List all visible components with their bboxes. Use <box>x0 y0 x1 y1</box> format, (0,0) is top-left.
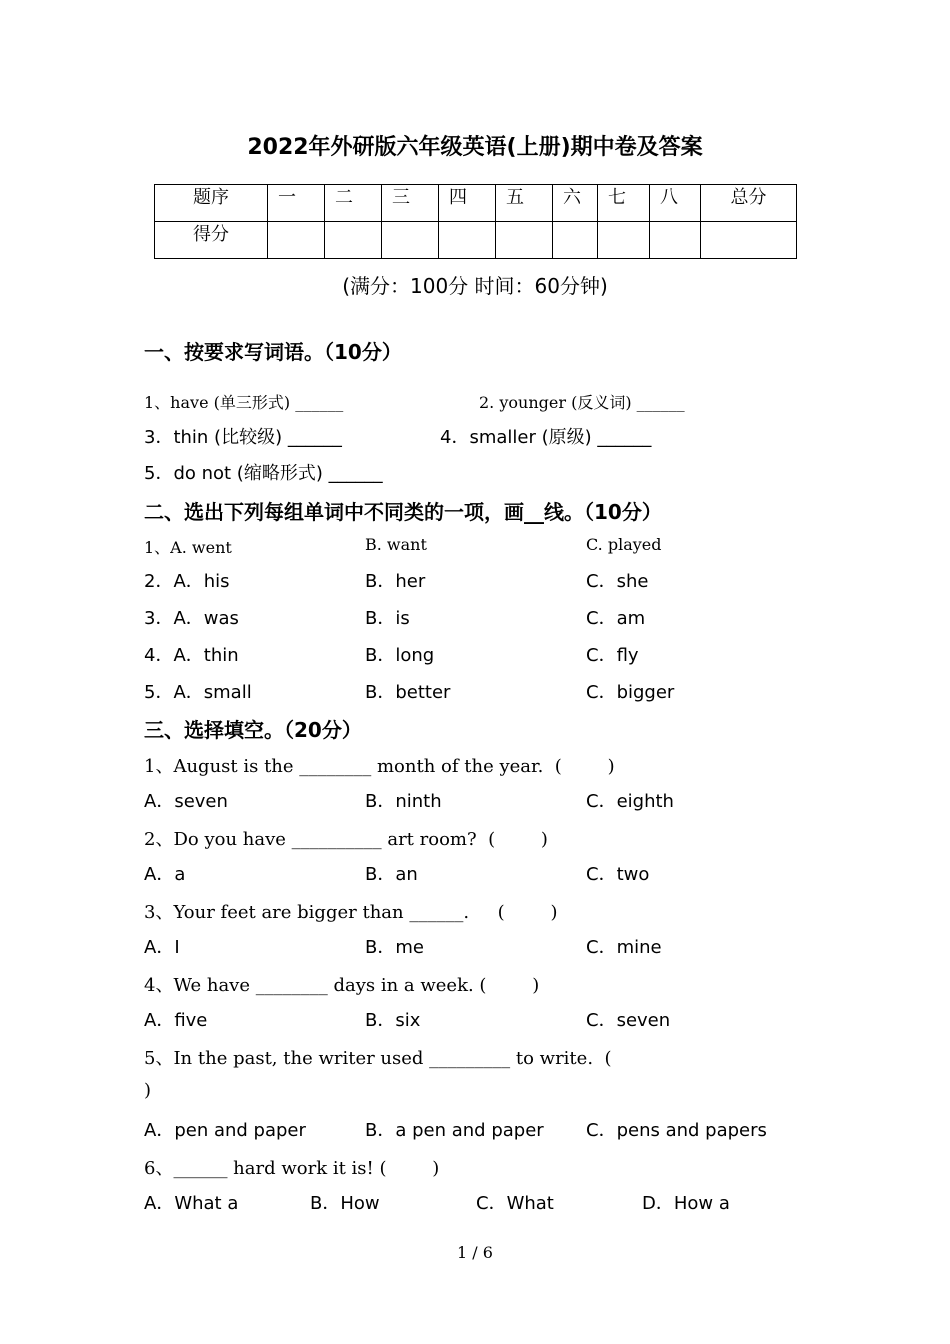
option-a: 1、A. went <box>144 538 232 557</box>
option-b: B．her <box>365 571 426 592</box>
option-a: A．I <box>144 937 180 958</box>
row-label-cell: 得分 <box>155 222 268 259</box>
exam-info: (满分：100分 时间：60分钟) <box>342 274 608 298</box>
option-a: 5．A．small <box>144 682 252 703</box>
option-b: B．better <box>365 682 451 703</box>
question-4: 4、We have ________ days in a week. ( ) <box>144 975 540 996</box>
option-a: A．What a <box>144 1193 239 1214</box>
header-cell: 六 <box>553 185 598 222</box>
option-c: C. played <box>586 535 662 554</box>
header-cell: 二 <box>325 185 382 222</box>
section2-heading: 二、选出下列每组单词中不同类的一项，画__线。（10分） <box>144 500 662 524</box>
option-c: C．she <box>586 571 649 592</box>
page-number: 1 / 6 <box>457 1243 493 1262</box>
section1-item: 3．thin (比较级) ______ <box>144 427 342 448</box>
option-b: B．long <box>365 645 435 666</box>
option-c: C．fly <box>586 645 639 666</box>
score-cell[interactable] <box>496 222 553 259</box>
option-a: A．seven <box>144 791 228 812</box>
option-b: B．me <box>365 937 424 958</box>
option-a: A．pen and paper <box>144 1120 306 1141</box>
option-b: B．ninth <box>365 791 442 812</box>
section1-item: 2. younger (反义词) ______ <box>479 393 685 412</box>
question-5-continuation: ) <box>144 1080 152 1101</box>
option-a: 3．A．was <box>144 608 239 629</box>
question-1: 1、August is the ________ month of the year. ( ) <box>144 756 615 777</box>
score-table-header-row <box>155 185 797 222</box>
question-3: 3、Your feet are bigger than ______. ( ) <box>144 902 558 923</box>
header-cell: 三 <box>382 185 439 222</box>
score-cell[interactable] <box>325 222 382 259</box>
score-cell[interactable] <box>598 222 650 259</box>
section1-heading: 一、按要求写词语。（10分） <box>144 340 402 364</box>
question-6: 6、______ hard work it is! ( ) <box>144 1158 440 1179</box>
score-table-score-row <box>155 222 797 259</box>
option-c: C．two <box>586 864 650 885</box>
option-b: B. want <box>365 535 427 554</box>
question-5: 5、In the past, the writer used _________ to write. ( <box>144 1048 612 1069</box>
score-cell[interactable] <box>701 222 797 259</box>
option-c: C．seven <box>586 1010 671 1031</box>
score-cell[interactable] <box>553 222 598 259</box>
document-title: 2022年外研版六年级英语(上册)期中卷及答案 <box>247 135 703 160</box>
header-cell: 七 <box>598 185 650 222</box>
header-cell: 五 <box>496 185 553 222</box>
option-b: B．six <box>365 1010 421 1031</box>
option-d: D．How a <box>642 1193 730 1214</box>
section1-item: 4．smaller (原级) ______ <box>440 427 652 448</box>
option-c: C．am <box>586 608 646 629</box>
option-a: 4．A．thin <box>144 645 239 666</box>
option-b: B．an <box>365 864 418 885</box>
section1-item: 5．do not (缩略形式) ______ <box>144 463 383 484</box>
score-cell[interactable] <box>268 222 325 259</box>
section3-heading: 三、选择填空。（20分） <box>144 718 362 742</box>
header-cell: 总分 <box>701 185 797 222</box>
header-cell: 四 <box>439 185 496 222</box>
option-a: 2．A．his <box>144 571 230 592</box>
question-2: 2、Do you have __________ art room? ( ) <box>144 829 548 850</box>
option-a: A．five <box>144 1010 208 1031</box>
score-cell[interactable] <box>650 222 701 259</box>
option-c: C．bigger <box>586 682 675 703</box>
option-c: C．What <box>476 1193 554 1214</box>
section1-item: 1、have (单三形式) ______ <box>144 393 344 412</box>
score-cell[interactable] <box>382 222 439 259</box>
header-cell: 题序 <box>155 185 268 222</box>
option-b: B．is <box>365 608 410 629</box>
option-a: A．a <box>144 864 186 885</box>
score-table <box>154 184 797 259</box>
score-cell[interactable] <box>439 222 496 259</box>
header-cell: 一 <box>268 185 325 222</box>
option-b: B．How <box>310 1193 380 1214</box>
option-b: B．a pen and paper <box>365 1120 544 1141</box>
option-c: C．eighth <box>586 791 674 812</box>
option-c: C．pens and papers <box>586 1120 767 1141</box>
option-c: C．mine <box>586 937 662 958</box>
header-cell: 八 <box>650 185 701 222</box>
